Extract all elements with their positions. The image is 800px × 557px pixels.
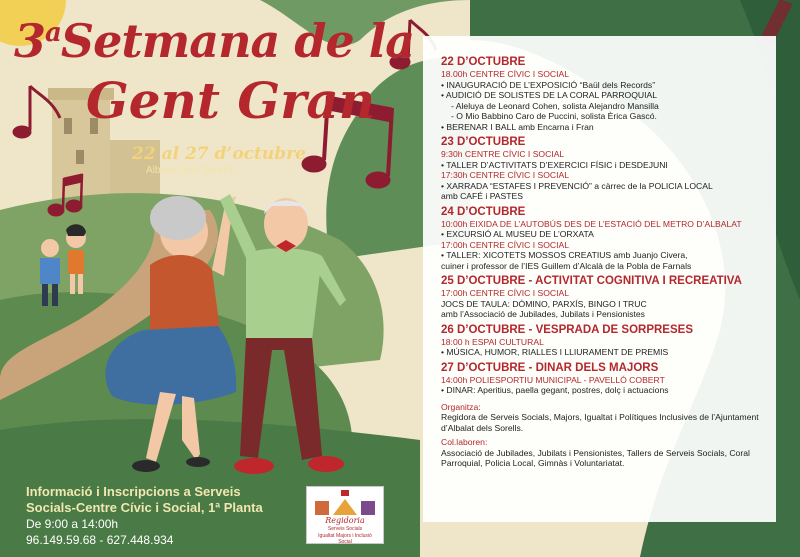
day-title: 25 D’OCTUBRE - ACTIVITAT COGNITIVA I RECREATIVA (441, 275, 742, 287)
collaboren-text: Associació de Jubilades, Jubilats i Pensionistes, Tallers de Serveis Socials, Coral Parroquial, Policia Local, Gimnàs i Voluntariatat. (441, 447, 750, 468)
day-activity: • EXCURSIÓ AL MUSEU DE L’ORXATA (441, 229, 594, 239)
organitza-label: Organitza: (441, 401, 481, 412)
day-title: 26 D’OCTUBRE - VESPRADA DE SORPRESES (441, 323, 693, 336)
day-activity: amb CAFÉ i PASTES (441, 191, 523, 201)
info-line-1: Informació i Inscripcions a Serveis (26, 484, 241, 499)
day-sub-item: - O Mio Babbino Caro de Puccini, solista Èrica Gascó. (451, 111, 657, 121)
contact-info (26, 484, 316, 548)
info-line-2: Socials-Centre Cívic i Social, 1ª Planta (26, 500, 263, 515)
title-number: 3 (14, 14, 46, 68)
day-time-location: 10:00h EIXIDA DE L’AUTOBÚS DES DE L’ESTACIÓ DEL METRO D’ALBALAT (441, 218, 742, 229)
day-activity: cuiner i professor de l’IES Guillem d’Alcalà de la Pobla de Farnals (441, 260, 692, 271)
day-activity: • XARRADA “ESTAFES I PREVENCIÓ” a càrrec de la POLICIA LOCAL (441, 180, 713, 191)
day-time-location: 17:00h CENTRE CÍVIC I SOCIAL (441, 288, 569, 298)
day-activity: JOCS DE TAULA: DÒMINO, PARXÍS, BINGO I TRUC (441, 298, 647, 309)
schedule-days (441, 56, 776, 396)
day-time-location: 9:30h CENTRE CÍVIC I SOCIAL (441, 149, 565, 159)
collaboren-label: Col.laboren: (441, 437, 488, 447)
day-activity: • INAUGURACIÓ DE L’EXPOSICIÓ “Baül dels Records” (441, 79, 656, 90)
day-activity: amb l’Associació de Jubilades, Jubilats i Pensionistes (441, 309, 645, 319)
title-line1-rest: Setmana de la (60, 14, 415, 68)
poster-title-line2: Gent Gran (86, 71, 376, 130)
day-activity: • AUDICIÓ DE SOLISTES DE LA CORAL PARROQUIAL (441, 90, 658, 100)
organitza-text: Regidora de Serveis Socials, Majors, Igualtat i Polítiques Inclusives de l’Ajuntament d’Albalat dels Sorells. (441, 412, 759, 433)
day-time-location: 18:00 h ESPAI CULTURAL (441, 336, 544, 347)
day-title: 27 D’OCTUBRE - DINAR DELS MAJORS (441, 361, 659, 374)
day-time-location: 17:30h CENTRE CÍVIC I SOCIAL (441, 170, 569, 180)
day-time-location: 17:00h CENTRE CÍVIC I SOCIAL (441, 239, 569, 250)
event-town: Albalat Dels Sorells (146, 165, 233, 176)
schedule-day (441, 136, 776, 202)
day-time-location: 18.00h CENTRE CÍVIC I SOCIAL (441, 69, 569, 79)
regidoria-logo (306, 486, 384, 544)
info-hours: De 9:00 a 14:00h (26, 517, 119, 531)
logo-title: Regidoria (325, 516, 365, 525)
logo-line1: Serveis Socials (327, 526, 363, 532)
poster-title-line1 (14, 14, 415, 68)
day-title: 23 D’OCTUBRE (441, 136, 526, 148)
title-ordinal: a (45, 18, 61, 48)
schedule-day (441, 206, 776, 272)
info-phones: 96.149.59.68 - 627.448.934 (26, 533, 174, 547)
schedule-day (441, 324, 776, 358)
day-sub-item: - Aleluya de Leonard Cohen, solista Alejandro Mansilla (451, 100, 659, 111)
schedule-panel (423, 36, 776, 522)
day-title: 22 D’OCTUBRE (441, 56, 526, 68)
day-time-location: 14:00h POLIESPORTIU MUNICIPAL - PAVELLÓ COBERT (441, 374, 665, 385)
schedule-day (441, 56, 776, 132)
logo-line2: Igualtat Majors i Inclusió Social (318, 533, 372, 545)
day-title: 24 D’OCTUBRE (441, 205, 526, 218)
schedule-day (441, 362, 776, 396)
day-activity: • MÚSICA, HUMOR, RIALLES I LLIURAMENT DE PREMIS (441, 347, 669, 357)
day-activity: • DINAR: Aperitius, paella gegant, postres, dolç i actuacions (441, 385, 669, 395)
day-activity: • TALLER D’ACTIVITATS D’EXERCICI FÍSIC i DESDEJUNI (441, 159, 668, 170)
day-activity: • TALLER: XICOTETS MOSSOS CREATIUS amb Juanjo Civera, (441, 250, 688, 260)
day-activity: • BERENAR I BALL amb Encarna i Fran (441, 121, 594, 132)
event-dates: 22 al 27 d’octubre (132, 144, 306, 164)
schedule-day (441, 275, 776, 320)
